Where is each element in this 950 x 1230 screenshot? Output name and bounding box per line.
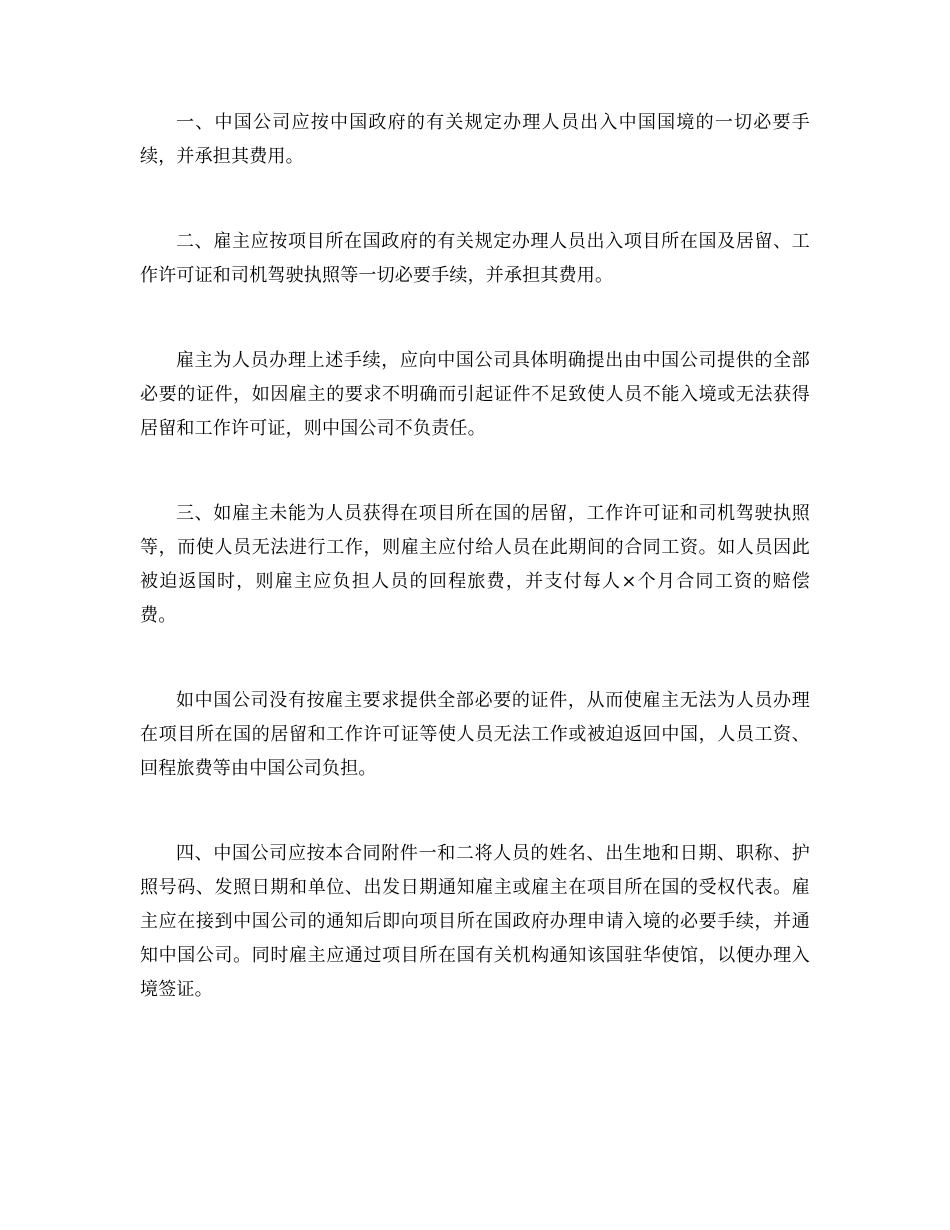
paragraph-1: 一、中国公司应按中国政府的有关规定办理人员出入中国国境的一切必要手续，并承担其费用。 (140, 112, 810, 167)
paragraph-3: 雇主为人员办理上述手续，应向中国公司具体明确提出由中国公司提供的全部必要的证件，如因雇主的要求不明确而引起证件不足致使人员不能入境或无法获得居留和工作许可证，则中国公司不负责任。 (140, 350, 810, 439)
paragraph-2: 二、雇主应按项目所在国政府的有关规定办理人员出入项目所在国及居留、工作许可证和司机驾驶执照等一切必要手续，并承担其费用。 (140, 231, 810, 286)
paragraph-5: 如中国公司没有按雇主要求提供全部必要的证件，从而使雇主无法为人员办理在项目所在国的居留和工作许可证等使人员无法工作或被迫返回中国，人员工资、回程旅费等由中国公司负担。 (140, 690, 810, 779)
document-body (140, 106, 810, 1007)
paragraph-4: 三、如雇主未能为人员获得在项目所在国的居留，工作许可证和司机驾驶执照等，而使人员无法进行工作，则雇主应付给人员在此期间的合同工资。如人员因此被迫返国时，则雇主应负担人员的回程旅费，并支付每人×个月合同工资的赔偿费。 (140, 503, 810, 626)
paragraph-6: 四、中国公司应按本合同附件一和二将人员的姓名、出生地和日期、职称、护照号码、发照日期和单位、出发日期通知雇主或雇主在项目所在国的受权代表。雇主应在接到中国公司的通知后即向项目所在国政府办理申请入境的必要手续，并通知中国公司。同时雇主应通过项目所在国有关机构通知该国驻华使馆，以便办理入境签证。 (140, 843, 810, 1000)
